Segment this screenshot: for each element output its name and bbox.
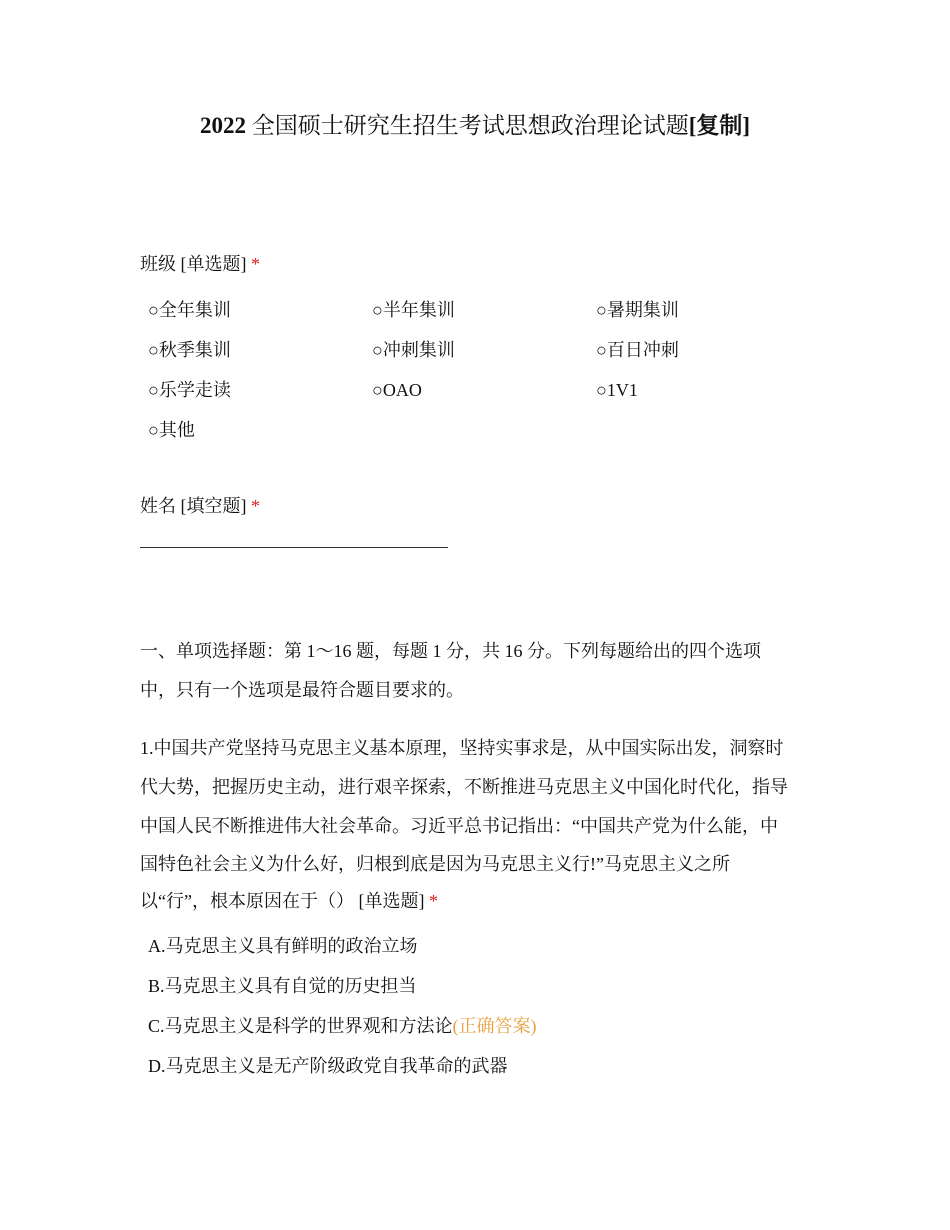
option-text: C.马克思主义是科学的世界观和方法论 (148, 1016, 453, 1036)
question-type: [单选题] (180, 254, 247, 274)
question-1-last-line (140, 890, 438, 912)
question-name-label (140, 495, 260, 517)
title-year: 2022 (199, 113, 246, 138)
q1-option-d[interactable]: D.马克思主义是无产阶级政党自我革命的武器 (148, 1056, 508, 1076)
class-option[interactable]: ○秋季集训 (148, 340, 231, 360)
class-option[interactable]: ○百日冲刺 (596, 340, 679, 360)
class-option[interactable]: ○暑期集训 (596, 300, 679, 320)
label: 姓名 (140, 496, 176, 516)
q1-option-a[interactable]: A.马克思主义具有鲜明的政治立场 (148, 936, 418, 956)
question-1-line: 国特色社会主义为什么好，归根到底是因为马克思主义行!”马克思主义之所 (140, 854, 730, 874)
title-text: 全国硕士研究生招生考试思想政治理论试题 (251, 113, 689, 138)
question-1-line: 代大势，把握历史主动，进行艰辛探索，不断推进马克思主义中国化时代化，指导 (140, 777, 788, 797)
class-option[interactable]: ○全年集训 (148, 300, 231, 320)
section-heading-line: 中，只有一个选项是最符合题目要求的。 (140, 680, 464, 700)
page-title (0, 115, 950, 137)
class-option[interactable]: ○半年集训 (372, 300, 455, 320)
q1-option-c[interactable] (148, 1015, 537, 1037)
class-option[interactable]: ○乐学走读 (148, 380, 231, 400)
q1-option-b[interactable]: B.马克思主义具有自觉的历史担当 (148, 976, 417, 996)
question-text: 以“行”，根本原因在于（） (140, 891, 354, 911)
class-option[interactable]: ○1V1 (596, 380, 638, 400)
required-mark: * (428, 891, 438, 911)
required-mark: * (251, 496, 260, 516)
question-class-label (140, 253, 260, 275)
section-heading-line: 一、单项选择题：第 1～16 题，每题 1 分，共 16 分。下列每题给出的四个选项 (140, 641, 761, 661)
title-suffix: [复制] (688, 113, 751, 138)
correct-answer-note: (正确答案) (452, 1016, 537, 1036)
question-1-line: 中国人民不断推进伟大社会革命。习近平总书记指出：“中国共产党为什么能，中 (140, 816, 778, 836)
question-type: [单选题] (358, 891, 425, 911)
class-option[interactable]: ○OAO (372, 380, 422, 400)
label: 班级 (140, 254, 176, 274)
question-1-line: 1.中国共产党坚持马克思主义基本原理，坚持实事求是，从中国实际出发，洞察时 (140, 738, 784, 758)
name-input-line[interactable] (140, 547, 448, 548)
question-type: [填空题] (180, 496, 247, 516)
class-option[interactable]: ○冲刺集训 (372, 340, 455, 360)
required-mark: * (251, 254, 260, 274)
class-option[interactable]: ○其他 (148, 420, 195, 440)
